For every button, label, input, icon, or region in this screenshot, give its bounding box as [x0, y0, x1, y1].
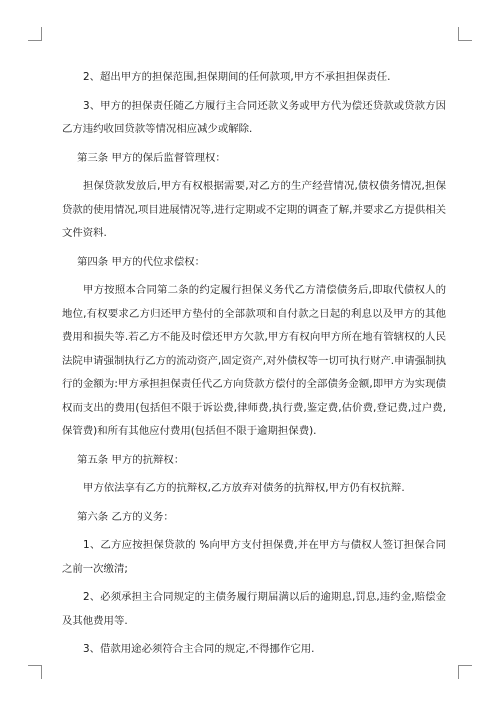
corner-mark-top-right [458, 27, 472, 41]
article-5-heading: 第五条 甲方的抗辩权： [77, 453, 185, 466]
corner-mark-bottom-right [458, 665, 472, 679]
article-3-heading: 第三条 甲方的保后监督管理权： [77, 151, 226, 164]
article-5-body: 甲方依法享有乙方的抗辩权,乙方放弃对债务的抗辩权,甲方仍有权抗辩. [83, 482, 405, 494]
article-6-item-1: 1、乙方应按担保贷款的 %向甲方支付担保费,并在甲方与债权人签订担保合同之前一次缴清; [62, 539, 446, 575]
clause-2-item-3: 3、甲方的担保责任随乙方履行主合同还款义务或甲方代为偿还贷款或贷款方因乙方违约收回贷款等情况相应减少或解除. [62, 99, 446, 135]
corner-mark-bottom-left [28, 665, 42, 679]
clause-2-item-2: 2、超出甲方的担保范围,担保期间的任何款项,甲方不承担担保责任. [83, 71, 391, 83]
article-6-heading: 第六条 乙方的义务： [77, 510, 174, 523]
article-6-item-3: 3、借款用途必须符合主合同的规定,不得挪作它用. [83, 643, 315, 655]
article-4-body: 甲方按照本合同第二条的约定履行担保义务代乙方清偿债务后,即取代债权人的地位,有权要求乙方归还甲方垫付的全部款项和自付款之日起的利息以及甲方的其他费用和损失等.若乙方不能及时偿还甲方欠款,甲方有权向甲方所在地有管辖权的人民法院申请强制执行乙方的流动资产,固定资产,对外债权等一切可执行财产.申请强制执行的金额为:甲方承担担保责任代乙方向贷款方偿付的全部债务金额,即甲方为实现债权而支出的费用(包括但不限于诉讼费,律师费,执行费,鉴定费,估价费,登记费,过户费,保管费)和所有其他应付费用(包括但不限于逾期担保费). [62, 284, 446, 437]
article-4-heading: 第四条 甲方的代位求偿权： [77, 255, 205, 268]
article-3-body: 担保贷款发放后,甲方有权根据需要,对乙方的生产经营情况,债权债务情况,担保贷款的使用情况,项目进展情况等,进行定期或不定期的调查了解,并要求乙方提供相关文件资料. [62, 180, 446, 239]
corner-mark-top-left [28, 27, 42, 41]
article-6-item-2: 2、必须承担主合同规定的主债务履行期届满以后的逾期息,罚息,违约金,赔偿金及其他费用等. [62, 591, 446, 627]
document-body [62, 66, 446, 667]
